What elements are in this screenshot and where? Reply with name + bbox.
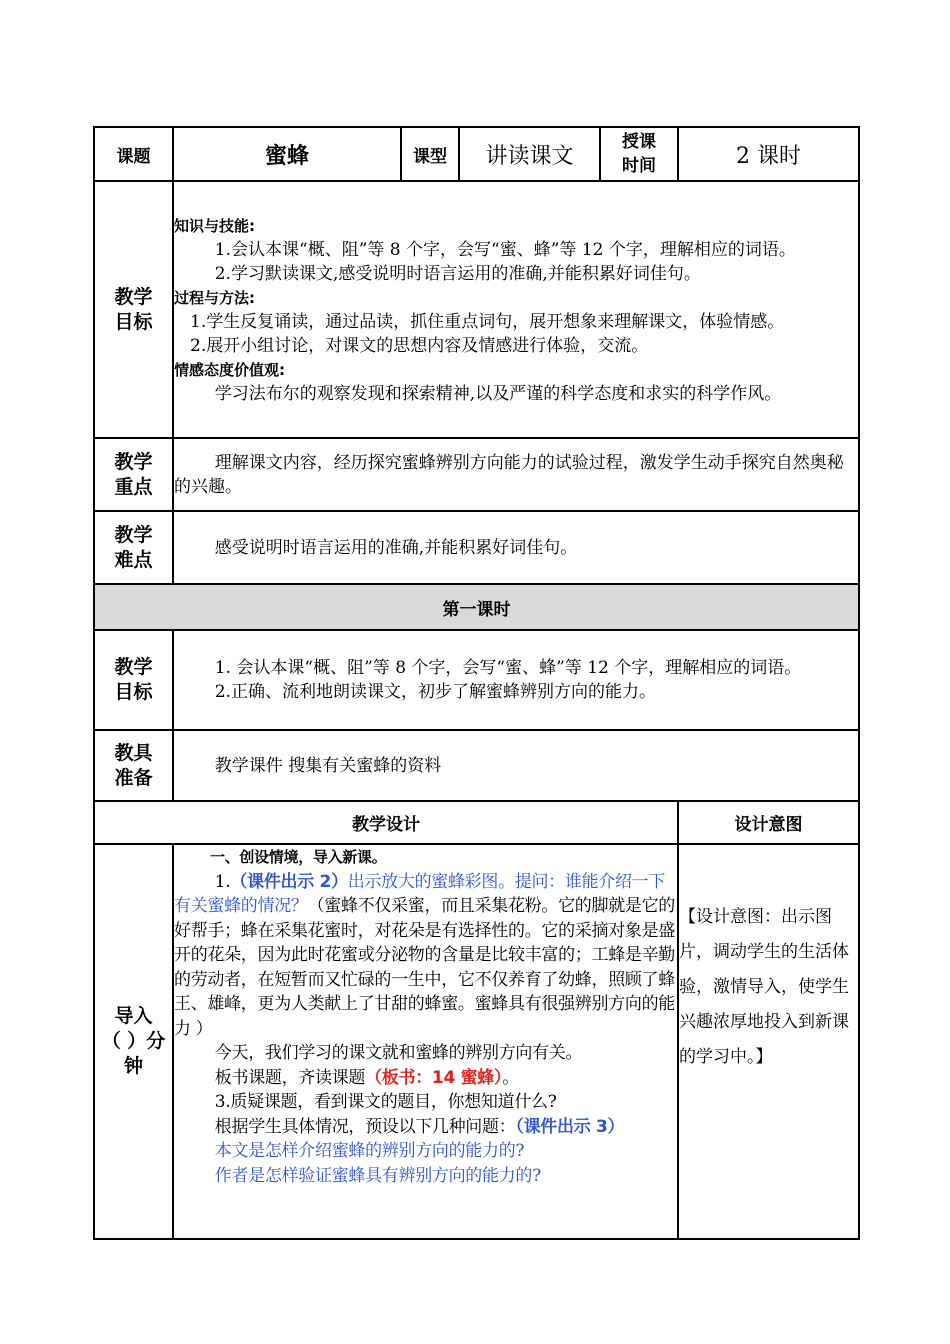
- lesson1-goal-2: 2.正确、流利地朗读课文，初步了解蜜蜂辨别方向的能力。: [214, 682, 657, 702]
- attitude-item-1: 学习法布尔的观察发现和探索精神,以及严谨的科学态度和求实的科学作风。: [214, 383, 782, 404]
- intent-text: 【设计意图：出示图片，调动学生的生活体验，激情导入，使学生兴趣浓厚地投入到新课的学习中。】: [679, 907, 849, 1067]
- process-heading: 过程与方法:: [174, 288, 255, 307]
- question-2: 作者是怎样验证蜜蜂具有辨别方向的能力的?: [214, 1165, 541, 1186]
- lesson1-goals-row: [94, 630, 859, 730]
- tools-label: [94, 730, 173, 801]
- stage-label-line3: 钟: [123, 1055, 143, 1077]
- intent-content: [678, 844, 859, 1239]
- intent-heading: 设计意图: [678, 801, 859, 844]
- step1-answer: （蜜蜂不仅采蜜，而且采集花粉。它的脚就是它的好帮手；蜂在采集花蜜时，对花朵是有选择性的。它的采摘对象是盛开的花朵，因为此时花蜜或分泌物的含量是比较丰富的；工蜂是辛勤的劳动者，在短暂而又忙碌的一生中，它不仅养育了幼蜂，照顾了蜂王、雄峰，更为人类献上了甘甜的蜂蜜。蜜蜂具有很强辨别方向的能力 ）: [174, 896, 676, 1039]
- goals-content: [173, 181, 859, 438]
- preset-line: [174, 1115, 677, 1140]
- difficulty-row: [94, 511, 859, 584]
- difficulty-text: 感受说明时语言运用的准确,并能积累好词佳句。: [214, 537, 578, 558]
- focus-text: 理解课文内容，经历探究蜜蜂辨别方向能力的试验过程，激发学生动手探究自然奥秘的兴趣。: [174, 452, 844, 497]
- question-1: 本文是怎样介绍蜜蜂的辨别方向的能力的?: [214, 1141, 525, 1161]
- lesson1-goal-1: 1. 会认本课“概、阻”等 8 个字，会写“蜜、蜂”等 12 个字，理解相应的词语。: [214, 658, 802, 678]
- type-value: 讲读课文: [459, 127, 600, 181]
- step1-number: 1.: [214, 871, 231, 892]
- lesson1-goals-content: [173, 630, 859, 730]
- step3: 3.质疑课题，看到课文的题目，你想知道什么?: [214, 1092, 557, 1112]
- focus-row: [94, 438, 859, 511]
- goals-label: [94, 181, 173, 438]
- focus-content: [173, 438, 859, 511]
- design-heading: 教学设计: [94, 801, 678, 844]
- difficulty-content: [173, 511, 859, 584]
- board-red: （板书：14 蜜蜂）: [365, 1067, 503, 1088]
- lesson1-goals-label-line2: 目标: [114, 681, 153, 703]
- hours-value: 2 课时: [678, 127, 859, 181]
- lesson1-goals-label-line1: 教学: [114, 656, 153, 678]
- topic-label: 课题: [94, 127, 173, 181]
- lesson1-title: 第一课时: [94, 584, 859, 630]
- stage-label-line1: 导入: [114, 1005, 153, 1027]
- intro-row: [94, 844, 859, 1239]
- knowledge-item-1: 1.会认本课“概、阻”等 8 个字，会写“蜜、蜂”等 12 个字，理解相应的词语。: [214, 239, 796, 260]
- step1: [174, 870, 677, 1042]
- knowledge-item-2: 2.学习默读课文,感受说明时语言运用的准确,并能积累好词佳句。: [214, 263, 701, 284]
- hours-label: [600, 127, 678, 181]
- focus-label-line1: 教学: [114, 450, 153, 473]
- header-row: [94, 127, 859, 181]
- board-end: 。: [502, 1067, 519, 1088]
- design-header-row: [94, 801, 859, 844]
- section-title: 一、创设情境，导入新课。: [210, 848, 387, 866]
- process-item-1: 1.学生反复诵读，通过品读，抓住重点词句，展开想象来理解课文，体验情感。: [190, 311, 785, 332]
- board-line: [174, 1066, 677, 1091]
- intro-content: [173, 844, 678, 1239]
- goals-label-line2: 目标: [114, 310, 153, 333]
- focus-label-line2: 重点: [114, 475, 153, 498]
- stage-label-line2: （ ）分: [101, 1030, 166, 1052]
- lesson1-goals-label: [94, 630, 173, 730]
- focus-label: [94, 438, 173, 511]
- knowledge-heading: 知识与技能:: [174, 216, 255, 235]
- difficulty-label-line2: 难点: [114, 548, 153, 571]
- hours-label-line2: 时间: [622, 156, 656, 176]
- preset-courseware: （课件出示 3）: [515, 1116, 625, 1137]
- tools-text: 教学课件 搜集有关蜜蜂的资料: [214, 755, 442, 776]
- tools-row: [94, 730, 859, 801]
- topic-value: 蜜蜂: [173, 127, 401, 181]
- tools-content: [173, 730, 859, 801]
- attitude-heading: 情感态度价值观:: [174, 360, 285, 379]
- today-text: 今天，我们学习的课文就和蜜蜂的辨别方向有关。: [214, 1043, 583, 1063]
- process-item-2: 2.展开小组讨论，对课文的思想内容及情感进行体验，交流。: [190, 335, 649, 356]
- lesson-plan-table: [93, 126, 860, 1240]
- tools-label-line2: 准备: [114, 766, 153, 789]
- preset-text: 根据学生具体情况，预设以下几种问题：: [214, 1116, 516, 1137]
- difficulty-label-line1: 教学: [114, 523, 153, 546]
- tools-label-line1: 教具: [114, 741, 153, 764]
- type-label: 课型: [401, 127, 459, 181]
- lesson1-title-row: [94, 584, 859, 630]
- step1-courseware: （课件出示 2）: [230, 871, 348, 892]
- hours-label-line1: 授课: [622, 132, 656, 152]
- difficulty-label: [94, 511, 173, 584]
- goals-row: [94, 181, 859, 438]
- board-text: 板书课题，齐读课题: [214, 1067, 366, 1088]
- stage-label: [94, 844, 173, 1239]
- step1-text: 出示放大的蜜蜂彩图。提问：谁能介绍一下有关蜜蜂的情况？: [174, 871, 666, 916]
- goals-label-line1: 教学: [114, 285, 153, 308]
